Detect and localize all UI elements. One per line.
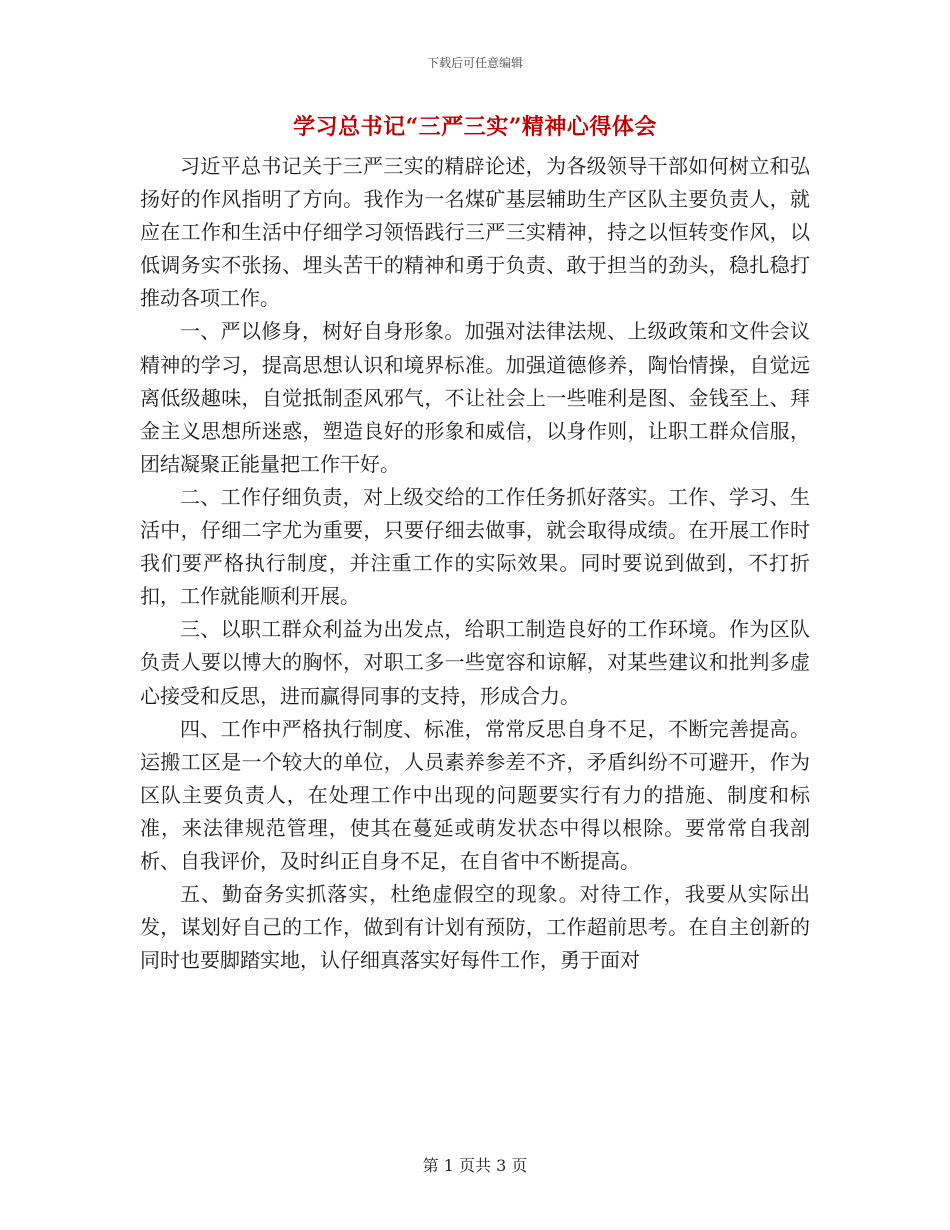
document-body <box>140 150 810 977</box>
page-number: 第 1 页共 3 页 <box>422 1156 528 1175</box>
paragraph-section-1: 一、严以修身，树好自身形象。加强对法律法规、上级政策和文件会议精神的学习，提高思想认识和境界标准。加强道德修养，陶怡情操，自觉远离低级趣味，自觉抵制歪风邪气，不让社会上一些唯利是图、金钱至上、拜金主义思想所迷惑，塑造良好的形象和威信，以身作则，让职工群众信服，团结凝聚正能量把工作干好。 <box>140 319 810 476</box>
document-title: 学习总书记“三严三实”精神心得体会 <box>293 114 657 140</box>
paragraph-section-5: 五、勤奋务实抓落实，杜绝虚假空的现象。对待工作，我要从实际出发，谋划好自己的工作，做到有计划有预防，工作超前思考。在自主创新的同时也要脚踏实地，认仔细真落实好每件工作，勇于面对 <box>140 882 810 973</box>
header-note: 下载后可任意编辑 <box>426 56 523 70</box>
paragraph-section-3: 三、以职工群众利益为出发点，给职工制造良好的工作环境。作为区队负责人要以博大的胸怀，对职工多一些宽容和谅解，对某些建议和批判多虚心接受和反思，进而赢得同事的支持，形成合力。 <box>140 617 810 708</box>
paragraph-intro: 习近平总书记关于三严三实的精辟论述，为各级领导干部如何树立和弘扬好的作风指明了方向。我作为一名煤矿基层辅助生产区队主要负责人，就应在工作和生活中仔细学习领悟践行三严三实精神，持之以恒转变作风，以低调务实不张扬、埋头苦干的精神和勇于负责、敢于担当的劲头，稳扎稳打推动各项工作。 <box>140 154 810 311</box>
paragraph-section-4: 四、工作中严格执行制度、标准，常常反思自身不足，不断完善提高。运搬工区是一个较大的单位，人员素养参差不齐，矛盾纠纷不可避开，作为区队主要负责人，在处理工作中出现的问题要实行有力的措施、制度和标准，来法律规范管理，使其在蔓延或萌发状态中得以根除。要常常自我剖析、自我评价，及时纠正自身不足，在自省中不断提高。 <box>140 716 810 873</box>
paragraph-section-2: 二、工作仔细负责，对上级交给的工作任务抓好落实。工作、学习、生活中，仔细二字尤为重要，只要仔细去做事，就会取得成绩。在开展工作时我们要严格执行制度，并注重工作的实际效果。同时要说到做到，不打折扣，工作就能顺利开展。 <box>140 484 810 609</box>
